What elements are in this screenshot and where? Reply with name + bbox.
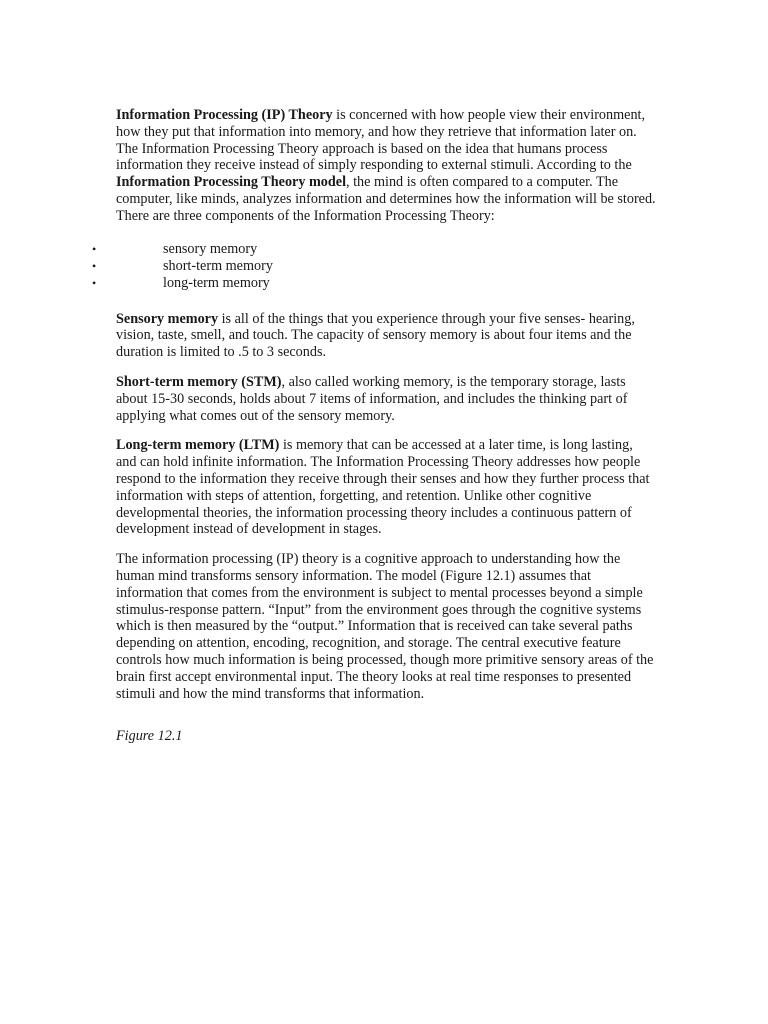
long-term-memory-text: is memory that can be accessed at a later time, is long lasting, and can hold infinite information. The Information Processing Theory addresses how people respond to the information they receive through their senses and how they further process that information with steps of attention, forgetting, and retention. Unlike other cognitive developmental theories, the information processing theory includes a continuous pattern of development instead of development in stages. (116, 437, 650, 538)
bullet-icon: • (92, 241, 97, 256)
sensory-memory-paragraph (116, 311, 656, 361)
intro-paragraph-text: is concerned with how people view their environment, how they put that information into memory, and how they retrieve that information later on. The Information Processing Theory approach is based on the idea that humans process information they receive instead of simply responding to external stimuli. According to the (116, 107, 646, 174)
sensory-memory-term: Sensory memory (116, 310, 219, 327)
sensory-memory-text: is all of the things that you experience through your five senses- hearing, vision, taste, smell, and touch. The capacity of sensory memory is about four items and the duration is limited to .5 to 3 seconds. (116, 310, 635, 361)
model-paragraph-text: , the mind is often compared to a computer. The computer, like minds, analyzes information and determines how the information will be stored. (116, 174, 656, 207)
ip-theory-model-term: Information Processing Theory model (116, 174, 347, 191)
list-item-text: long-term memory (163, 274, 270, 291)
intro-paragraph (116, 107, 656, 174)
components-list (92, 240, 656, 292)
short-term-memory-text: , also called working memory, is the temporary storage, lasts about 15-30 seconds, holds about 7 items of information, and includes the thinking part of applying what comes out of the sensory memory. (116, 373, 628, 424)
overview-paragraph: The information processing (IP) theory is a cognitive approach to understanding how the human mind transforms sensory information. The model (Figure 12.1) assumes that information that comes from the environment is subject to mental processes beyond a simple stimulus-response pattern. “Input” from the environment goes through the cognitive systems which is then measured by the “output.” Information that is received can take several paths depending on attention, encoding, recognition, and storage. The central executive feature controls how much information is being processed, though more primitive sensory areas of the brain first accept environmental input. The theory looks at real time responses to presented stimuli and how the mind transforms that information. (116, 551, 654, 702)
components-intro: There are three components of the Information Processing Theory: (116, 207, 495, 224)
bullet-icon: • (92, 275, 97, 290)
list-item (92, 274, 656, 292)
document-body (92, 107, 656, 745)
long-term-memory-paragraph (116, 437, 656, 538)
list-item-text: short-term memory (163, 257, 273, 274)
list-item-text: sensory memory (163, 240, 258, 257)
list-item (92, 240, 656, 258)
short-term-memory-term: Short-term memory (STM) (116, 373, 282, 390)
figure-caption: Figure 12.1 (116, 728, 183, 745)
list-item (92, 257, 656, 275)
model-paragraph (116, 174, 656, 208)
ip-theory-term: Information Processing (IP) Theory (116, 107, 333, 123)
bullet-icon: • (92, 258, 97, 273)
short-term-memory-paragraph (116, 374, 656, 424)
long-term-memory-term: Long-term memory (LTM) (116, 437, 280, 454)
